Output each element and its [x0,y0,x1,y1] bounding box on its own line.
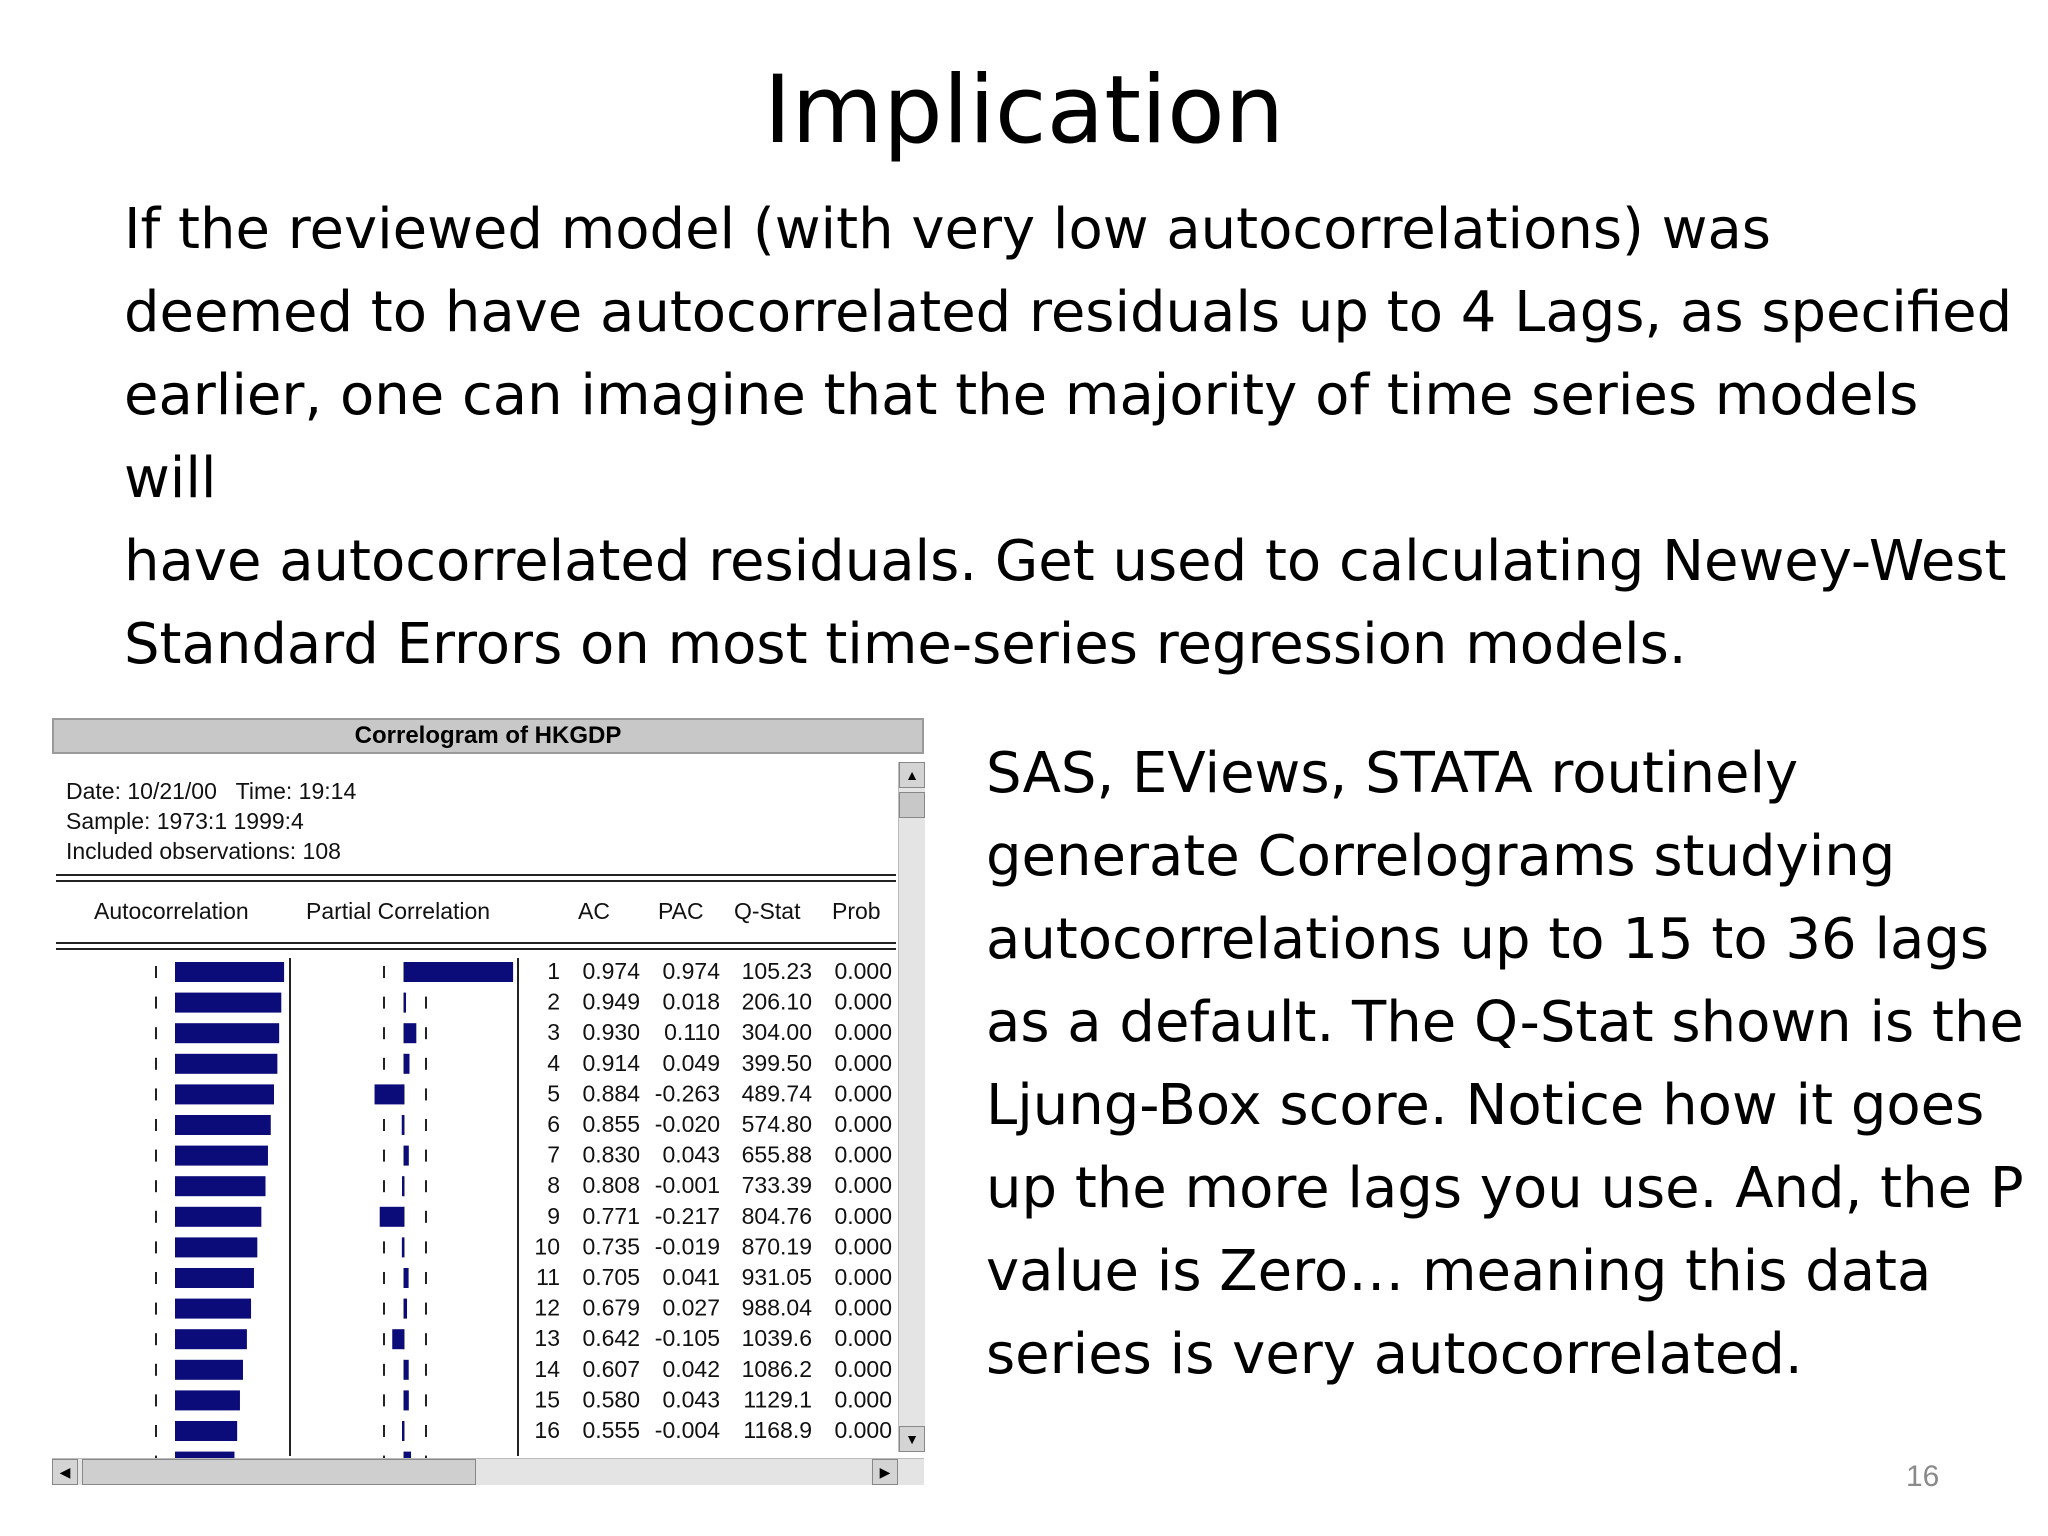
ac-cell: 0.642 [582,1325,640,1352]
prob-cell: 0.000 [834,1264,892,1290]
scroll-thumb-vertical[interactable] [899,792,925,818]
pac-bar [404,1054,409,1074]
qstat-cell: 206.10 [741,988,812,1015]
pac-bar [402,1421,404,1441]
ac-bar [175,1176,265,1196]
lag-cell: 13 [534,1325,560,1352]
prob-cell: 0.000 [834,1386,892,1413]
ac-cell: 0.949 [582,988,640,1015]
scroll-right-icon[interactable]: ▶ [872,1459,898,1485]
col-head-pac: PAC [658,898,704,924]
ac-cell: 0.884 [582,1080,640,1107]
ac-bar [175,1146,268,1166]
qstat-cell: 931.05 [741,1264,812,1290]
scroll-up-icon[interactable]: ▲ [899,762,925,788]
prob-cell: 0.000 [834,958,892,984]
ac-bar [175,993,281,1013]
ac-bar [175,1237,257,1257]
lag-cell: 5 [547,1080,560,1107]
ac-bar [175,1421,237,1441]
scroll-down-icon[interactable]: ▼ [899,1426,925,1452]
pac-cell: 0.043 [662,1386,720,1413]
pac-bar [404,1023,416,1043]
pac-cell: 0.974 [662,958,720,984]
lag-cell: 6 [547,1111,560,1137]
pac-cell: -0.105 [654,1325,720,1352]
pac-cell: 0.041 [662,1264,720,1290]
prob-cell: 0.000 [834,1233,892,1260]
body-line: If the reviewed model (with very low autocorrelations) was [124,197,1771,262]
lag-cell: 11 [536,1264,560,1290]
col-head-qstat: Q-Stat [734,898,801,924]
sample-line: Sample: 1973:1 1999:4 [66,808,304,834]
ac-cell: 0.555 [582,1417,640,1443]
ac-cell: 0.771 [582,1202,640,1229]
pac-cell: -0.217 [654,1202,720,1229]
prob-cell: 0.000 [834,1019,892,1046]
qstat-cell: 1039.6 [741,1325,812,1352]
body-line: deemed to have autocorrelated residuals up to 4 Lags, as specified [124,280,2013,345]
slide-title: Implication [763,56,1285,165]
side-line: Ljung-Box score. Notice how it goes [986,1073,1985,1138]
ac-cell: 0.679 [582,1294,640,1321]
qstat-cell: 489.74 [741,1080,812,1107]
ac-bar [175,1207,261,1227]
pac-bar [404,1360,409,1380]
pac-cell: 0.049 [662,1049,720,1076]
prob-cell: 0.000 [834,1111,892,1137]
pac-cell: -0.263 [654,1080,720,1107]
lag-cell: 8 [547,1172,560,1199]
lag-cell: 1 [547,958,560,984]
pac-cell: -0.019 [654,1233,720,1260]
lag-cell: 15 [534,1386,560,1413]
ac-cell: 0.735 [582,1233,640,1260]
pac-bar [392,1329,404,1349]
slide-number: 16 [1906,1460,1940,1493]
lag-cell: 10 [534,1233,560,1260]
qstat-cell: 304.00 [741,1019,812,1046]
prob-cell: 0.000 [834,1355,892,1382]
lag-cell: 16 [534,1417,560,1443]
qstat-cell: 870.19 [741,1233,812,1260]
ac-bar [175,1268,254,1288]
side-line: SAS, EViews, STATA routinely [986,741,1799,806]
window-titlebar[interactable]: Correlogram of HKGDP [52,718,924,754]
side-line: value is Zero… meaning this data [986,1239,1932,1304]
ac-cell: 0.914 [582,1049,640,1076]
ac-bar [175,1054,277,1074]
col-head-partial: Partial Correlation [306,898,491,924]
ac-cell: 0.855 [582,1111,640,1137]
side-line: generate Correlograms studying [986,824,1896,889]
pac-bar [402,1115,404,1135]
prob-cell: 0.000 [834,1172,892,1199]
qstat-cell: 1086.2 [741,1355,812,1382]
ac-cell: 0.580 [582,1386,640,1413]
qstat-cell: 655.88 [741,1141,812,1168]
pac-cell: 0.042 [662,1355,720,1382]
ac-bar [175,1390,240,1410]
pac-cell: -0.001 [654,1172,720,1199]
prob-cell: 0.000 [834,1080,892,1107]
lag-cell: 9 [547,1202,560,1229]
ac-cell: 0.930 [582,1019,640,1046]
ac-bar [175,1115,271,1135]
prob-cell: 0.000 [834,1202,892,1229]
lag-cell: 12 [534,1294,560,1321]
date-line: Date: 10/21/00 Time: 19:14 [66,778,357,804]
qstat-cell: 1168.9 [743,1417,812,1443]
col-head-prob: Prob [832,898,881,924]
ac-cell: 0.705 [582,1264,640,1290]
body-line: earlier, one can imagine that the majority of time series models will [124,363,1919,511]
ac-bar [175,962,284,982]
ac-bar [175,1299,251,1319]
qstat-cell: 804.76 [741,1202,812,1229]
pac-bar [402,1237,404,1257]
lag-cell: 14 [534,1355,560,1382]
scroll-left-icon[interactable]: ◀ [52,1459,78,1485]
pac-bar [380,1207,404,1227]
qstat-cell: 574.80 [741,1111,812,1137]
pac-cell: 0.027 [662,1294,720,1321]
vertical-scrollbar[interactable] [898,762,925,1452]
side-line: as a default. The Q-Stat shown is the [986,990,2024,1055]
prob-cell: 0.000 [834,1141,892,1168]
side-line: series is very autocorrelated. [986,1322,1803,1387]
ac-cell: 0.607 [582,1355,640,1382]
ac-cell: 0.830 [582,1141,640,1168]
scroll-thumb-horizontal[interactable] [82,1459,476,1485]
lag-cell: 2 [547,988,560,1015]
side-line: autocorrelations up to 15 to 36 lags [986,907,1990,972]
prob-cell: 0.000 [834,1049,892,1076]
pac-cell: -0.004 [654,1417,720,1443]
qstat-cell: 733.39 [741,1172,812,1199]
horizontal-scrollbar[interactable] [52,1458,924,1485]
observations-line: Included observations: 108 [66,838,341,864]
qstat-cell: 105.23 [741,958,812,984]
lag-cell: 3 [547,1019,560,1046]
col-head-ac: AC [578,898,610,924]
lag-cell: 4 [547,1049,560,1076]
prob-cell: 0.000 [834,1325,892,1352]
pac-cell: 0.043 [662,1141,720,1168]
col-head-autocorrelation: Autocorrelation [94,898,249,924]
prob-cell: 0.000 [834,1417,892,1443]
ac-cell: 0.808 [582,1172,640,1199]
pac-bar [375,1084,404,1104]
pac-bar [404,1268,409,1288]
pac-bar [404,1390,409,1410]
lag-cell: 7 [547,1141,560,1168]
ac-bar [175,1084,274,1104]
pac-bar [404,962,513,982]
qstat-cell: 399.50 [741,1049,812,1076]
pac-cell: 0.018 [662,988,720,1015]
pac-bar [404,993,406,1013]
pac-cell: 0.110 [664,1019,720,1046]
qstat-cell: 988.04 [741,1294,812,1321]
body-line: Standard Errors on most time-series regression models. [124,612,1687,677]
ac-bar [175,1329,247,1349]
pac-bar [404,1146,409,1166]
pac-cell: -0.020 [654,1111,720,1137]
ac-cell: 0.974 [582,958,640,984]
prob-cell: 0.000 [834,988,892,1015]
qstat-cell: 1129.1 [743,1386,812,1413]
pac-bar [404,1299,407,1319]
body-line: have autocorrelated residuals. Get used to calculating Newey-West [124,529,2007,594]
ac-bar [175,1023,279,1043]
side-line: up the more lags you use. And, the P [986,1156,2024,1221]
ac-bar [175,1360,243,1380]
prob-cell: 0.000 [834,1294,892,1321]
pac-bar [402,1176,404,1196]
